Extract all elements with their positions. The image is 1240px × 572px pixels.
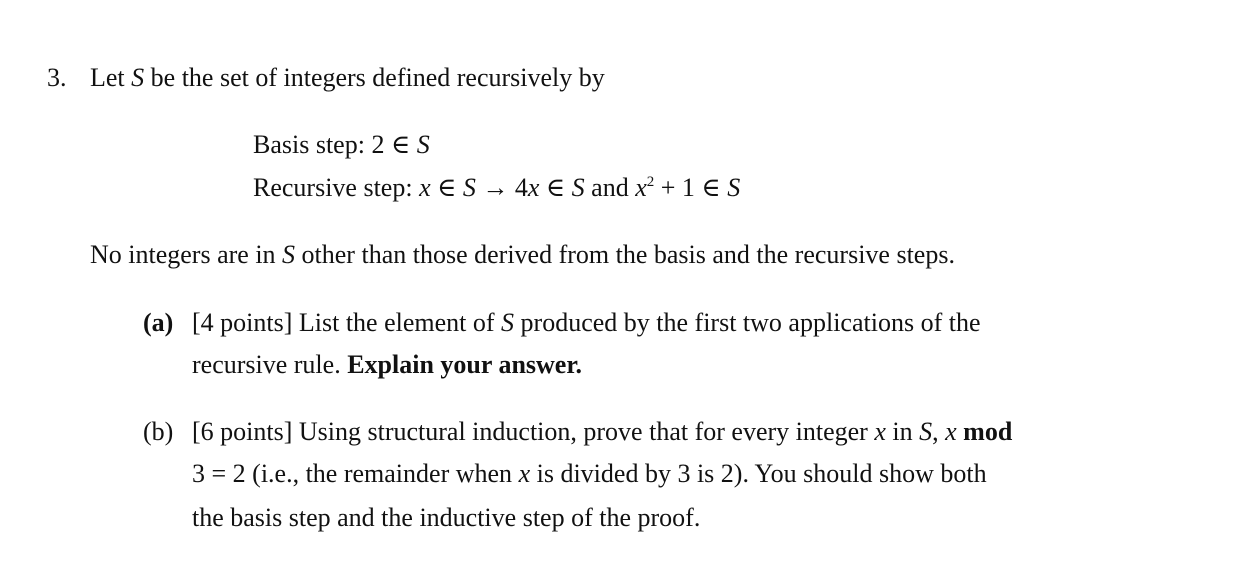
set-symbol: S — [131, 63, 145, 92]
recursive-step: Recursive step: x ∈ S → 4x ∈ S and $x^2 + 1$ ∈ S — [253, 173, 741, 202]
part-b-line2: 3 = 2 (i.e., the remainder when x is divided by 3 is 2). You should show both — [192, 459, 987, 488]
problem-number: 3. — [47, 63, 67, 92]
part-a-line1: [4 points] List the element of S produced by the first two applications of the — [192, 308, 981, 337]
basis-step: Basis step: 2 ∈ S — [253, 130, 430, 159]
exponent: 2 — [646, 174, 655, 190]
part-a-line2: recursive rule. Explain your answer. — [192, 350, 582, 379]
part-a-label: (a) — [143, 308, 174, 337]
set-symbol: S — [282, 240, 296, 269]
closure-statement: No integers are in S other than those derived from the basis and the recursive steps. — [90, 240, 955, 269]
part-b-line1: [6 points] Using structural induction, prove that for every integer x in S, x mod — [192, 417, 1013, 446]
problem-intro: Let S be the set of integers defined recursively by — [90, 63, 605, 92]
part-b-label: (b) — [143, 417, 174, 446]
set-symbol: S — [416, 130, 430, 159]
part-b-line3: the basis step and the inductive step of the proof. — [192, 503, 701, 532]
